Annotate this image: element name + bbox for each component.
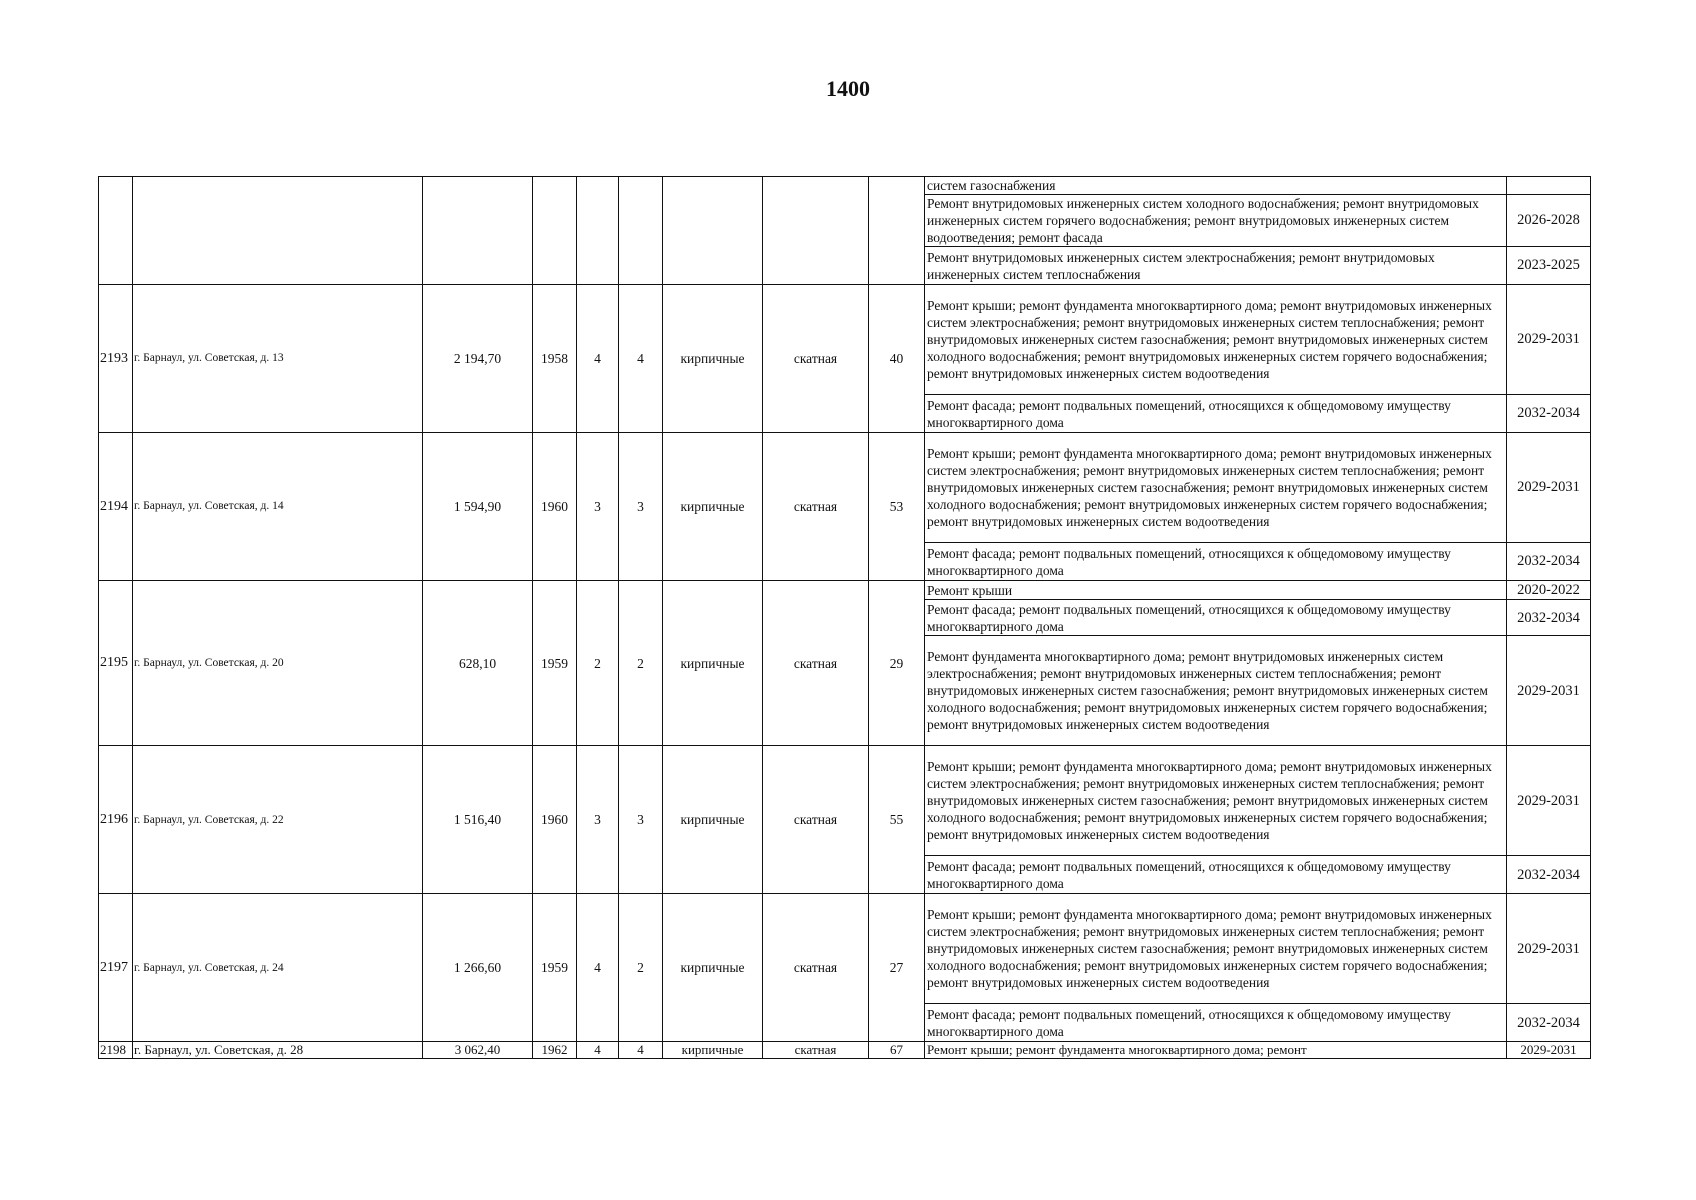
residents-cell-empty [869, 177, 925, 285]
housing-repair-table [98, 176, 1591, 1059]
address-cell-empty [133, 177, 423, 285]
floors-max-cell-empty [577, 177, 619, 285]
address-cell: г. Барнаул, ул. Советская, д. 14 [133, 433, 423, 581]
period-cell: 2029-2031 [1507, 894, 1591, 1004]
period-cell: 2020-2022 [1507, 581, 1591, 600]
table-row [99, 1042, 1591, 1059]
period-cell: 2032-2034 [1507, 543, 1591, 581]
roof-cell: скатная [763, 746, 869, 894]
period-cell: 2029-2031 [1507, 433, 1591, 543]
roof-cell: скатная [763, 581, 869, 746]
floors-max-cell: 4 [577, 285, 619, 433]
walls-cell: кирпичные [663, 894, 763, 1042]
period-cell: 2026-2028 [1507, 195, 1591, 247]
address-cell: г. Барнаул, ул. Советская, д. 22 [133, 746, 423, 894]
table-row [99, 581, 1591, 600]
walls-cell: кирпичные [663, 433, 763, 581]
floors-min-cell: 3 [619, 433, 663, 581]
works-cell: Ремонт внутридомовых инженерных систем электроснабжения; ремонт внутридомовых инженерных систем теплоснабжения [925, 247, 1507, 285]
walls-cell: кирпичные [663, 285, 763, 433]
area-cell: 1 594,90 [423, 433, 533, 581]
walls-cell-empty [663, 177, 763, 285]
address-cell: г. Барнаул, ул. Советская, д. 13 [133, 285, 423, 433]
period-cell [1507, 177, 1591, 195]
works-cell: Ремонт фасада; ремонт подвальных помещений, относящихся к общедомовому имуществу многоквартирного дома [925, 856, 1507, 894]
works-cell: Ремонт фасада; ремонт подвальных помещений, относящихся к общедомовому имуществу многоквартирного дома [925, 543, 1507, 581]
residents-cell: 29 [869, 581, 925, 746]
works-cell: Ремонт крыши; ремонт фундамента многоквартирного дома; ремонт [925, 1042, 1507, 1059]
area-cell: 1 266,60 [423, 894, 533, 1042]
residents-cell: 40 [869, 285, 925, 433]
address-cell: г. Барнаул, ул. Советская, д. 28 [133, 1042, 423, 1059]
row-number: 2198 [99, 1042, 133, 1059]
period-cell: 2029-2031 [1507, 746, 1591, 856]
works-cell: Ремонт внутридомовых инженерных систем холодного водоснабжения; ремонт внутридомовых инженерных систем горячего водоснабжения; ремонт внутридомовых инженерных систем водоотведения; ремонт фасада [925, 195, 1507, 247]
period-cell: 2029-2031 [1507, 636, 1591, 746]
area-cell: 3 062,40 [423, 1042, 533, 1059]
period-cell: 2032-2034 [1507, 395, 1591, 433]
table-row [99, 433, 1591, 543]
row-number: 2195 [99, 581, 133, 746]
row-number: 2194 [99, 433, 133, 581]
year-cell: 1960 [533, 746, 577, 894]
residents-cell: 55 [869, 746, 925, 894]
works-cell: Ремонт фасада; ремонт подвальных помещений, относящихся к общедомовому имуществу многоквартирного дома [925, 1004, 1507, 1042]
num-cell-empty [99, 177, 133, 285]
address-cell: г. Барнаул, ул. Советская, д. 20 [133, 581, 423, 746]
year-cell: 1960 [533, 433, 577, 581]
area-cell: 2 194,70 [423, 285, 533, 433]
residents-cell: 27 [869, 894, 925, 1042]
period-cell: 2029-2031 [1507, 285, 1591, 395]
floors-max-cell: 3 [577, 746, 619, 894]
area-cell-empty [423, 177, 533, 285]
works-cell: Ремонт крыши; ремонт фундамента многоквартирного дома; ремонт внутридомовых инженерных систем электроснабжения; ремонт внутридомовых инженерных систем теплоснабжения; ремонт внутридомовых инженерных систем газоснабжения; ремонт внутридомовых инженерных систем холодного водоснабжения; ремонт внутридомовых инженерных систем горячего водоснабжения; ремонт внутридомовых инженерных систем водоотведения [925, 285, 1507, 395]
row-number: 2193 [99, 285, 133, 433]
year-cell: 1962 [533, 1042, 577, 1059]
table-row [99, 746, 1591, 856]
works-cell: Ремонт крыши; ремонт фундамента многоквартирного дома; ремонт внутридомовых инженерных систем электроснабжения; ремонт внутридомовых инженерных систем теплоснабжения; ремонт внутридомовых инженерных систем газоснабжения; ремонт внутридомовых инженерных систем холодного водоснабжения; ремонт внутридомовых инженерных систем горячего водоснабжения; ремонт внутридомовых инженерных систем водоотведения [925, 433, 1507, 543]
walls-cell: кирпичные [663, 1042, 763, 1059]
period-cell: 2023-2025 [1507, 247, 1591, 285]
works-cell: Ремонт фундамента многоквартирного дома; ремонт внутридомовых инженерных систем электроснабжения; ремонт внутридомовых инженерных систем теплоснабжения; ремонт внутридомовых инженерных систем газоснабжения; ремонт внутридомовых инженерных систем холодного водоснабжения; ремонт внутридомовых инженерных систем горячего водоснабжения; ремонт внутридомовых инженерных систем водоотведения [925, 636, 1507, 746]
walls-cell: кирпичные [663, 746, 763, 894]
residents-cell: 53 [869, 433, 925, 581]
table-row [99, 894, 1591, 1004]
page-number: 1400 [826, 76, 870, 101]
floors-min-cell: 2 [619, 894, 663, 1042]
roof-cell: скатная [763, 285, 869, 433]
year-cell: 1959 [533, 581, 577, 746]
floors-max-cell: 4 [577, 894, 619, 1042]
floors-min-cell: 4 [619, 1042, 663, 1059]
roof-cell: скатная [763, 894, 869, 1042]
area-cell: 1 516,40 [423, 746, 533, 894]
roof-cell: скатная [763, 1042, 869, 1059]
works-cell: Ремонт крыши; ремонт фундамента многоквартирного дома; ремонт внутридомовых инженерных систем электроснабжения; ремонт внутридомовых инженерных систем теплоснабжения; ремонт внутридомовых инженерных систем газоснабжения; ремонт внутридомовых инженерных систем холодного водоснабжения; ремонт внутридомовых инженерных систем горячего водоснабжения; ремонт внутридомовых инженерных систем водоотведения [925, 894, 1507, 1004]
year-cell-empty [533, 177, 577, 285]
floors-max-cell: 4 [577, 1042, 619, 1059]
floors-min-cell: 4 [619, 285, 663, 433]
period-cell: 2032-2034 [1507, 856, 1591, 894]
roof-cell: скатная [763, 433, 869, 581]
walls-cell: кирпичные [663, 581, 763, 746]
works-cell: Ремонт фасада; ремонт подвальных помещений, относящихся к общедомовому имуществу многоквартирного дома [925, 600, 1507, 636]
works-cell: систем газоснабжения [925, 177, 1507, 195]
year-cell: 1958 [533, 285, 577, 433]
works-cell: Ремонт крыши; ремонт фундамента многоквартирного дома; ремонт внутридомовых инженерных систем электроснабжения; ремонт внутридомовых инженерных систем теплоснабжения; ремонт внутридомовых инженерных систем газоснабжения; ремонт внутридомовых инженерных систем холодного водоснабжения; ремонт внутридомовых инженерных систем горячего водоснабжения; ремонт внутридомовых инженерных систем водоотведения [925, 746, 1507, 856]
roof-cell-empty [763, 177, 869, 285]
period-cell: 2032-2034 [1507, 600, 1591, 636]
floors-max-cell: 3 [577, 433, 619, 581]
residents-cell: 67 [869, 1042, 925, 1059]
row-number: 2197 [99, 894, 133, 1042]
floors-max-cell: 2 [577, 581, 619, 746]
floors-min-cell: 3 [619, 746, 663, 894]
address-cell: г. Барнаул, ул. Советская, д. 24 [133, 894, 423, 1042]
period-cell: 2029-2031 [1507, 1042, 1591, 1059]
works-cell: Ремонт фасада; ремонт подвальных помещений, относящихся к общедомовому имуществу многоквартирного дома [925, 395, 1507, 433]
period-cell: 2032-2034 [1507, 1004, 1591, 1042]
table-row [99, 285, 1591, 395]
area-cell: 628,10 [423, 581, 533, 746]
floors-min-cell: 2 [619, 581, 663, 746]
continuation-row [99, 177, 1591, 195]
row-number: 2196 [99, 746, 133, 894]
works-cell: Ремонт крыши [925, 581, 1507, 600]
year-cell: 1959 [533, 894, 577, 1042]
floors-min-cell-empty [619, 177, 663, 285]
